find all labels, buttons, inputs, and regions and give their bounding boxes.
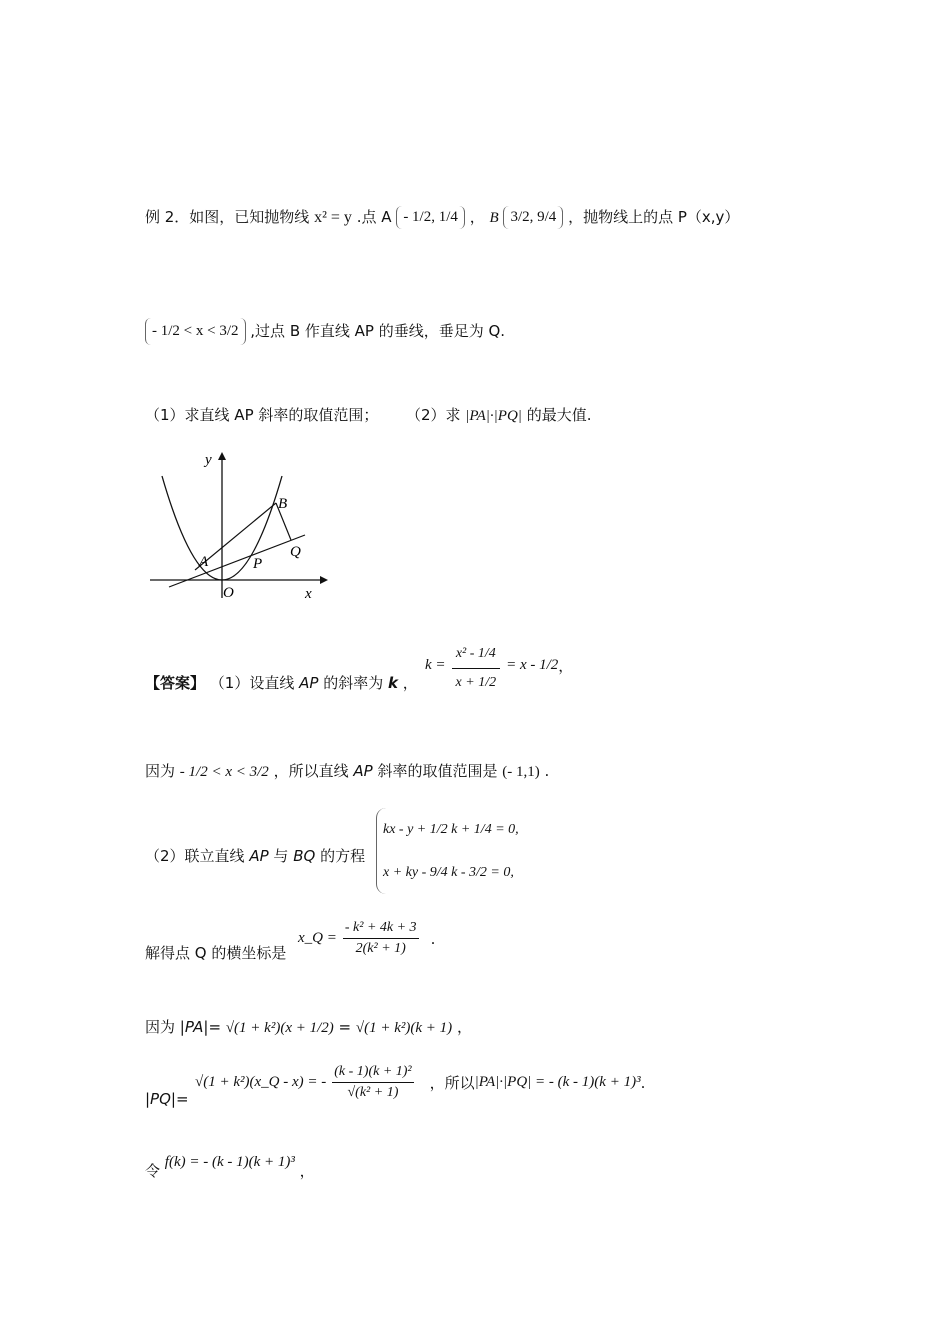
slope-denominator: x + 1/2 [455, 675, 497, 690]
part-2-suffix: 的方程 [320, 847, 366, 865]
answer-line-1 [145, 676, 418, 691]
answer-2-ap: AP [353, 762, 373, 780]
answer-1-formula [425, 640, 573, 691]
answer-1-k: k [388, 674, 398, 692]
label-p: P [253, 556, 263, 572]
question-2-prefix: （2）求 [405, 406, 461, 424]
pa-label: |PA|= [179, 1018, 222, 1036]
question-2-expr: |PA|·|PQ| [465, 408, 522, 424]
xq-prefix: 解得点 Q 的横坐标是 [145, 944, 287, 962]
y-axis-arrow [218, 452, 226, 460]
xq-numerator: - k² + 4k + 3 [343, 920, 419, 939]
answer-line-7 [145, 1154, 315, 1180]
pq-label: |PQ|= [145, 1090, 189, 1108]
pa-pq-product: |PA|·|PQ| = - (k - 1)(k + 1)³ [474, 1074, 641, 1090]
parabola-equation: x² = y [314, 209, 352, 226]
point-a-prefix: .点 A [356, 208, 392, 226]
slope-formula-rhs: = x - 1/2 [506, 657, 559, 673]
pq-denominator: √(k² + 1) [347, 1085, 399, 1100]
point-a-y: 1/4 [438, 209, 458, 225]
answer-line-5 [145, 1020, 472, 1036]
question-1: （1）求直线 AP 斜率的取值范围； [145, 406, 379, 424]
slope-fraction [452, 640, 501, 691]
answer-1-comma: ， [402, 674, 418, 692]
xq-end: . [430, 929, 436, 948]
equation-ap: kx - y + 1/2 k + 1/4 = 0, [383, 821, 519, 837]
answer-line-2 [145, 764, 549, 780]
part-2-prefix: （2）联立直线 [145, 847, 245, 865]
point-b-coords: 3/2, 9/4 [503, 206, 563, 229]
x-range: - 1/2 < x < 3/2 [145, 318, 246, 345]
label-a: A [199, 554, 209, 570]
separator: ， [469, 208, 485, 226]
part-2-ap: AP [249, 847, 269, 865]
point-a-x: - 1/2 [403, 209, 432, 225]
answer-2-mid2: 斜率的取值范围是 [377, 762, 498, 780]
label-b: B [278, 496, 288, 512]
pq-mid: ，所以 [429, 1074, 475, 1092]
answer-line-3 [145, 849, 365, 864]
line-ap [169, 535, 305, 587]
answer-2-range: (- 1,1) [502, 764, 540, 780]
part-2-and: 与 [273, 847, 289, 865]
xq-fraction [343, 920, 419, 957]
problem-intro-suffix: ，抛物线上的点 P（x,y） [568, 208, 740, 226]
answer-2-end: . [544, 762, 550, 780]
answer-1-prefix: （1）设直线 [209, 674, 295, 692]
pq-expr: √(1 + k²)(x_Q - x) = - [195, 1074, 327, 1090]
slope-formula-end: ， [558, 657, 574, 675]
answer-line-4 [145, 946, 286, 961]
pa-prefix: 因为 [145, 1018, 176, 1036]
question-2-suffix: 的最大值. [526, 406, 592, 424]
pq-end: . [640, 1073, 646, 1092]
label-o: O [223, 585, 234, 601]
answer-1-ap: AP [299, 674, 319, 692]
problem-line-2-suffix: ,过点 B 作直线 AP 的垂线，垂足为 Q. [250, 322, 506, 340]
point-b-y: 9/4 [537, 209, 557, 225]
label-q: Q [290, 544, 301, 560]
xq-denominator: 2(k² + 1) [355, 941, 406, 956]
slope-formula-lhs: k = [425, 657, 446, 673]
function-definition: f(k) = - (k - 1)(k + 1)³ [164, 1154, 295, 1170]
parabola-figure [145, 448, 335, 608]
let-prefix: 令 [145, 1162, 161, 1180]
pa-eq: = [338, 1018, 352, 1036]
label-axis-x: x [305, 586, 312, 602]
pq-formula [195, 1064, 645, 1101]
problem-line-1 [145, 206, 739, 229]
problem-intro: 例 2．如图，已知抛物线 [145, 208, 310, 226]
pa-expr-1: √(1 + k²)(x + 1/2) [225, 1020, 334, 1036]
label-axis-y: y [205, 452, 212, 468]
function-end: ， [299, 1162, 315, 1180]
x-axis-arrow [320, 576, 328, 584]
point-a-coords: - 1/2, 1/4 [396, 206, 465, 229]
xq-lhs: x_Q = [298, 930, 337, 946]
pa-expr-2: √(1 + k²)(k + 1) [355, 1020, 453, 1036]
answer-1-mid: 的斜率为 [323, 674, 384, 692]
answer-line-6 [145, 1092, 189, 1107]
problem-line-2 [145, 318, 505, 345]
answer-2-prefix: 因为 [145, 762, 176, 780]
answer-2-ineq: - 1/2 < x < 3/2 [179, 764, 269, 780]
pq-fraction [332, 1064, 413, 1101]
pa-end: ， [456, 1018, 472, 1036]
answer-2-mid: ，所以直线 [273, 762, 349, 780]
xq-formula [298, 920, 435, 957]
equation-bq: x + ky - 9/4 k - 3/2 = 0, [383, 864, 514, 880]
questions-line [145, 408, 591, 424]
slope-numerator: x² - 1/4 [452, 640, 500, 669]
equation-system [376, 808, 519, 894]
answer-label: 【答案】 [145, 674, 206, 692]
pq-numerator: (k - 1)(k + 1)² [332, 1064, 413, 1083]
point-b-label: B [489, 210, 499, 226]
part-2-bq: BQ [293, 847, 316, 865]
point-b-x: 3/2 [510, 209, 530, 225]
